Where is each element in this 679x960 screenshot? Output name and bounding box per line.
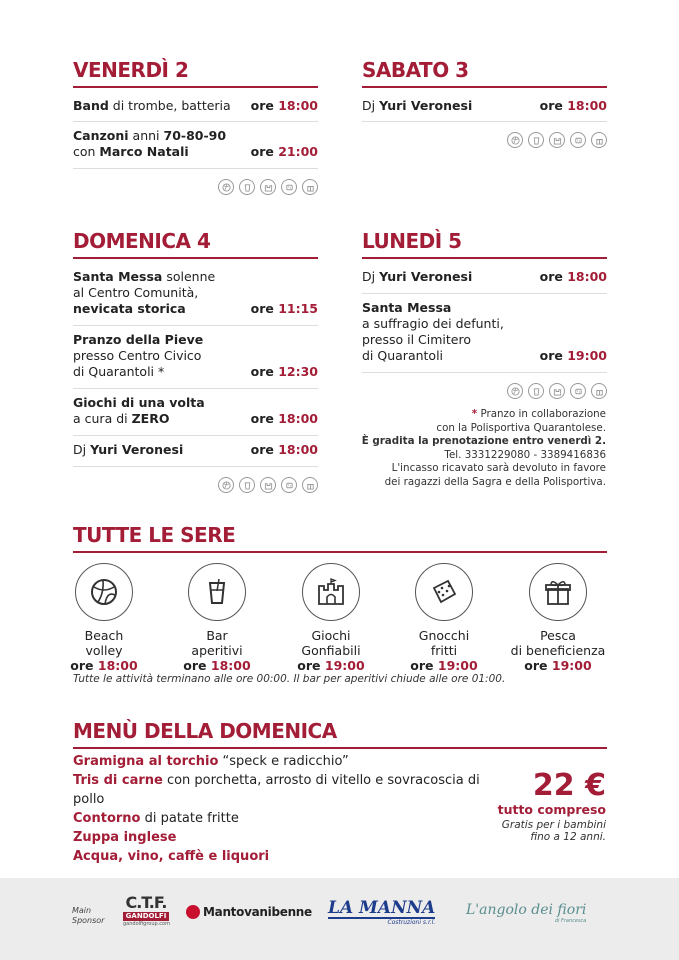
event-dj: Dj Yuri Veronesi ore 18:00 [73, 442, 318, 457]
gnocchi-icon [281, 179, 297, 195]
drink-glass-icon [239, 179, 255, 195]
drink-glass-icon [188, 563, 246, 621]
booking-note: * Pranzo in collaborazione con la Polisportiva Quarantolese. È gradita la prenotazione entro venerdì 2. Tel. 3331229080 - 3389416836 L'incasso ricavato sarà devoluto in favore dei ragazzi della Sagra e della Polisportiva. [361, 408, 606, 488]
event-dj: Dj Yuri Veronesi ore 18:00 [362, 269, 607, 284]
drink-glass-icon [239, 477, 255, 493]
menu-item: Gramigna al torchio “speck e radicchio” [73, 754, 349, 769]
event-time: ore 18:00 [250, 411, 318, 426]
event-dj: Dj Yuri Veronesi ore 18:00 [362, 98, 607, 113]
drink-glass-icon [528, 383, 544, 399]
divider [362, 121, 607, 122]
day-title: LUNEDÌ 5 [362, 229, 607, 259]
menu-item: Tris di carne con porchetta, arrosto di vitello e sovracoscia di pollo [73, 773, 480, 807]
day-title: VENERDÌ 2 [73, 58, 318, 88]
main-sponsor-label: Main Sponsor [72, 906, 105, 925]
divider [73, 168, 318, 169]
divider [73, 435, 318, 436]
gift-icon [529, 563, 587, 621]
volleyball-icon [507, 132, 523, 148]
mantovanibenne-logo: Mantovanibenne [186, 905, 312, 919]
bouncy-castle-icon [260, 477, 276, 493]
event-time: ore 18:00 [539, 269, 607, 284]
la-manna-logo: LA MANNA Costruzioni s.r.l. [328, 898, 436, 926]
sponsor-footer [0, 878, 679, 960]
event-time: ore 18:00 [250, 98, 318, 113]
activity-icons-row [73, 179, 318, 195]
event-canzoni: Canzoni anni 70-80-90 con Marco Natali ore 21:00 [73, 128, 318, 159]
menu-price-sub: tutto compreso [497, 802, 606, 817]
bouncy-castle-icon [260, 179, 276, 195]
event-time: ore 21:00 [250, 144, 318, 159]
divider [73, 325, 318, 326]
volleyball-icon [75, 563, 133, 621]
event-santa-messa: Santa Messa a suffragio dei defunti, presso il Cimitero di Quarantoli ore 19:00 [362, 300, 607, 363]
bouncy-castle-icon [549, 132, 565, 148]
gnocchi-icon [281, 477, 297, 493]
activity-icons-row [362, 132, 607, 148]
activity-pesca-beneficienza: Pesca di beneficienza ore 19:00 [503, 563, 613, 673]
activity-gnocchi-fritti: Gnocchi fritti ore 19:00 [389, 563, 499, 673]
event-time: ore 12:30 [250, 364, 318, 379]
volleyball-icon [218, 179, 234, 195]
gnocchi-icon [570, 132, 586, 148]
event-band: Band di trombe, batteria ore 18:00 [73, 98, 318, 113]
activity-icons-row [362, 383, 607, 399]
angolo-dei-fiori-logo: L'angolo dei fiori di Francesca [466, 902, 587, 924]
divider [362, 372, 607, 373]
day-lunedi [362, 229, 607, 399]
menu-item: Acqua, vino, caffè e liquori [73, 849, 270, 864]
menu-item: Zuppa inglese [73, 830, 177, 845]
event-time: ore 19:00 [539, 348, 607, 363]
event-pranzo: Pranzo della Pieve presso Centro Civico di Quarantoli * ore 12:30 [73, 332, 318, 379]
section-title-tutte-le-sere: TUTTE LE SERE [73, 523, 607, 553]
day-title: SABATO 3 [362, 58, 607, 88]
volleyball-icon [218, 477, 234, 493]
bouncy-castle-icon [302, 563, 360, 621]
menu-list [73, 752, 503, 866]
day-title: DOMENICA 4 [73, 229, 318, 259]
mantovani-mark-icon [186, 905, 200, 919]
divider [73, 466, 318, 467]
divider [362, 293, 607, 294]
gift-icon [302, 179, 318, 195]
gift-icon [591, 383, 607, 399]
drink-glass-icon [528, 132, 544, 148]
activity-giochi-gonfiabili: Giochi Gonfiabili ore 19:00 [276, 563, 386, 673]
gift-icon [591, 132, 607, 148]
event-time: ore 18:00 [539, 98, 607, 113]
day-domenica [73, 229, 318, 493]
day-sabato [362, 58, 607, 148]
day-venerdi [73, 58, 318, 195]
divider [73, 121, 318, 122]
menu-price-block: 22 € tutto compreso Gratis per i bambini fino a 12 anni. [497, 768, 606, 843]
menu-item: Contorno di patate fritte [73, 811, 239, 826]
event-time: ore 11:15 [250, 301, 318, 316]
activity-icons-row [73, 477, 318, 493]
section-title-menu: MENÙ DELLA DOMENICA [73, 719, 607, 749]
activity-bar-aperitivi: Bar aperitivi ore 18:00 [162, 563, 272, 673]
activity-beach-volley: Beach volley ore 18:00 [49, 563, 159, 673]
bouncy-castle-icon [549, 383, 565, 399]
event-giochi: Giochi di una volta a cura di ZERO ore 18:00 [73, 395, 318, 426]
divider [73, 388, 318, 389]
menu-price: 22 € [532, 768, 606, 803]
event-time: ore 18:00 [250, 442, 318, 457]
ctf-gandolfi-logo: C.T.F. GANDOLFI gandolfigroup.com [123, 893, 170, 927]
gnocchi-icon [415, 563, 473, 621]
event-santa-messa: Santa Messa solenne al Centro Comunità, nevicata storica ore 11:15 [73, 269, 318, 316]
activities-footnote: Tutte le attività terminano alle ore 00:00. Il bar per aperitivi chiude alle ore 01:00. [73, 673, 506, 685]
gnocchi-icon [570, 383, 586, 399]
volleyball-icon [507, 383, 523, 399]
